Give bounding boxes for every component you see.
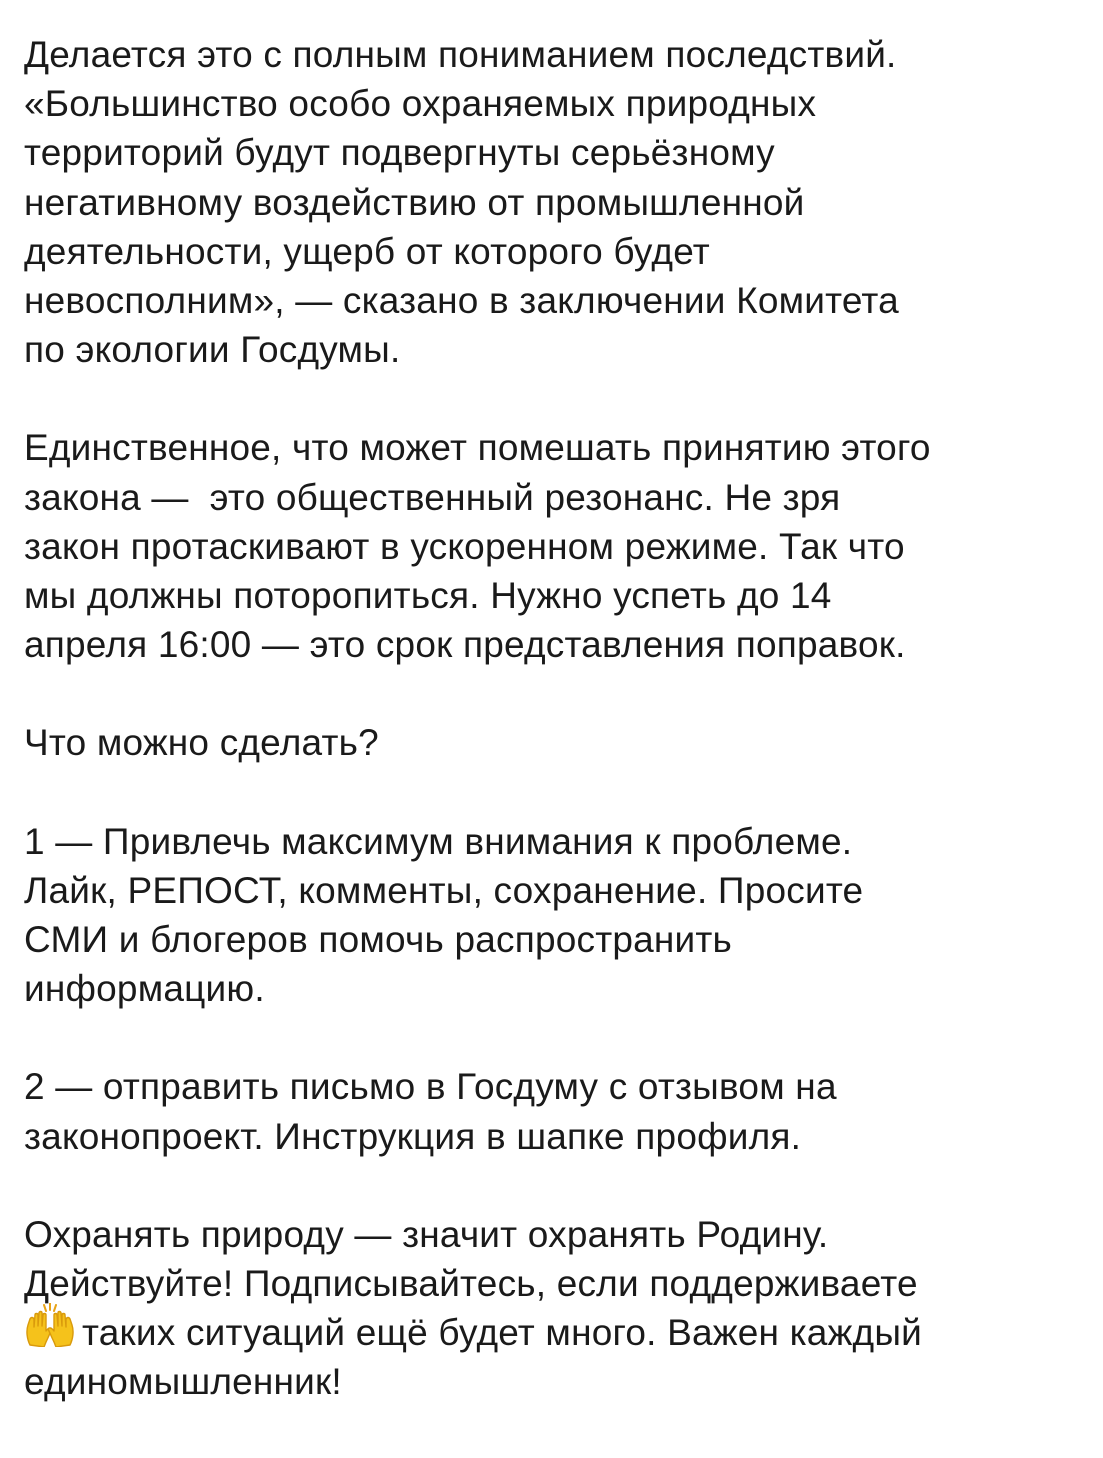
text-line: СМИ и блогеров помочь распространить <box>24 919 733 961</box>
paragraph-call-to-action <box>24 1210 1093 1407</box>
text-line: Единственное, что может помешать принятию этого <box>24 427 931 469</box>
text-line: негативному воздействию от промышленной <box>24 181 805 223</box>
text-line: информацию. <box>24 968 265 1010</box>
text-line-content: таких ситуаций ещё будет много. Важен каждый <box>82 1312 922 1354</box>
text-line-with-emoji <box>24 1308 1093 1357</box>
text-line: закона — это общественный резонанс. Не зря <box>24 476 841 518</box>
text-line: по экологии Госдумы. <box>24 329 401 371</box>
text-line: невосполним», — сказано в заключении Комитета <box>24 280 899 322</box>
text-line: Что можно сделать? <box>24 722 379 764</box>
text-line: 2 — отправить письмо в Госдуму с отзывом на <box>24 1066 837 1108</box>
text-line: мы должны поторопиться. Нужно успеть до 14 <box>24 575 832 617</box>
text-line: Лайк, РЕПОСТ, комменты, сохранение. Просите <box>24 869 864 911</box>
paragraph-step-one <box>24 817 1093 1014</box>
text-line: территорий будут подвергнуты серьёзному <box>24 132 775 174</box>
paragraph-step-two <box>24 1062 1093 1160</box>
text-line: 1 — Привлечь максимум внимания к проблеме. <box>24 820 853 862</box>
text-line: Действуйте! Подписывайтесь, если поддерживаете <box>24 1263 918 1305</box>
text-line: деятельности, ущерб от которого будет <box>24 230 710 272</box>
text-line: закон протаскивают в ускоренном режиме. Так что <box>24 525 905 567</box>
text-line: апреля 16:00 — это срок представления поправок. <box>24 624 906 666</box>
text-line: Охранять природу — значит охранять Родину. <box>24 1213 829 1255</box>
raising-hands-icon <box>24 1309 80 1349</box>
text-line: «Большинство особо охраняемых природных <box>24 83 817 125</box>
paragraph-public-resonance <box>24 423 1093 669</box>
text-line: единомышленник! <box>24 1361 342 1403</box>
text-line: законопроект. Инструкция в шапке профиля. <box>24 1115 802 1157</box>
text-line: Делается это с полным пониманием последствий. <box>24 34 897 75</box>
paragraph-consequences <box>24 30 1093 374</box>
paragraph-question <box>24 718 1093 767</box>
